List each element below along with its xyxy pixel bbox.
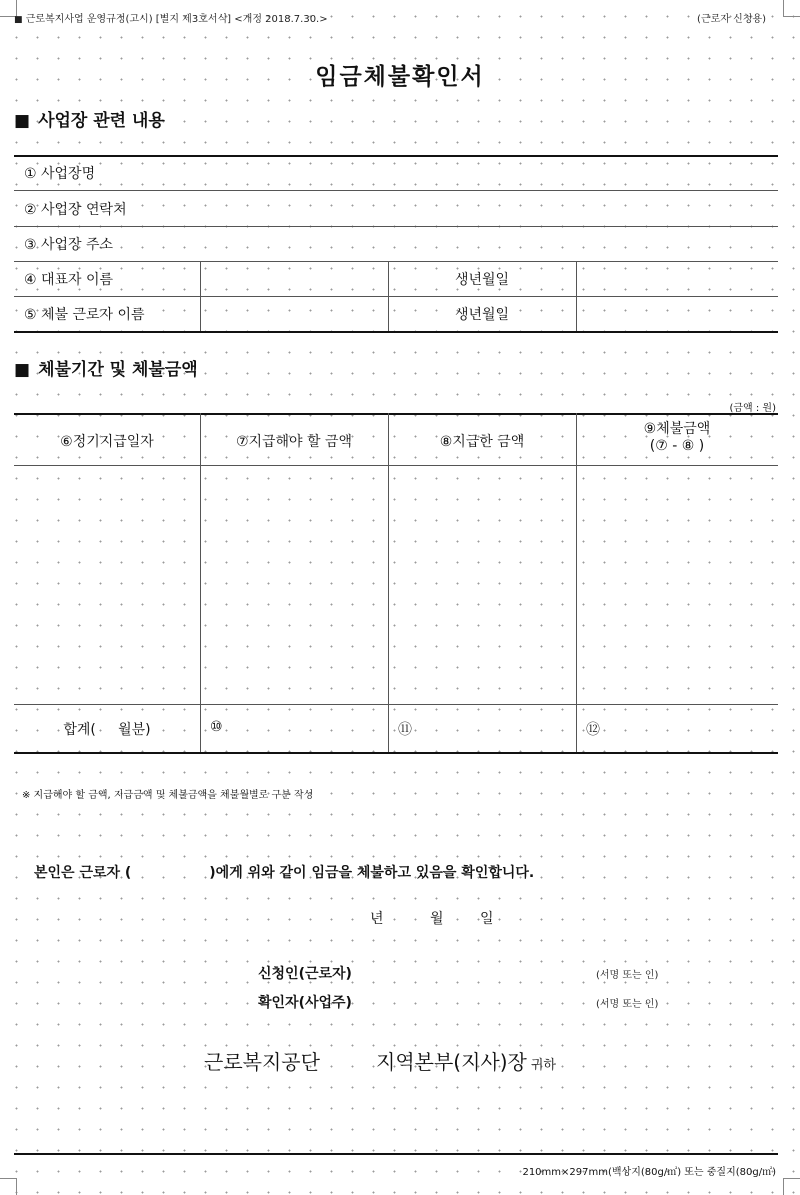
table2-header-divider bbox=[14, 465, 778, 466]
date-year-label: 년 bbox=[370, 911, 384, 927]
addressee-branch bbox=[376, 1046, 556, 1075]
total-amount-paid-marker: ⑪ bbox=[398, 722, 412, 738]
table-note: ※ 지급해야 할 금액, 지급금액 및 체불금액을 체불월별로 구분 작성 bbox=[22, 790, 314, 801]
column-header-pay-date: ⑥정기지급일자 bbox=[60, 434, 154, 450]
section-workplace-title: 사업장 관련 내용 bbox=[38, 111, 165, 131]
column-header-arrears-label: ⑨체불금액 bbox=[643, 421, 711, 437]
total-row-label: 합계( 월분) bbox=[63, 722, 151, 738]
form-revision: <개정 2018.7.30.> bbox=[234, 14, 328, 25]
table2-col-divider bbox=[200, 413, 201, 752]
table1-bottom-border bbox=[14, 331, 778, 333]
total-amount-due-marker: ⑩ bbox=[210, 719, 223, 735]
table2-col-divider bbox=[576, 413, 577, 752]
section-workplace-heading bbox=[14, 106, 165, 131]
table2-bottom-border bbox=[14, 752, 778, 754]
field-label-workplace-contact: ② 사업장 연락처 bbox=[24, 202, 127, 218]
crop-mark-top-right bbox=[783, 0, 800, 17]
table1-row-divider bbox=[14, 190, 778, 191]
section-arrears-heading bbox=[14, 355, 198, 380]
table1-col-divider bbox=[576, 261, 577, 331]
square-bullet-icon: ■ bbox=[14, 15, 23, 25]
applicant-signature-note: (서명 또는 인) bbox=[596, 970, 659, 981]
applicant-type: (근로자 신청용) bbox=[697, 14, 766, 25]
total-arrears-marker: ⑫ bbox=[586, 722, 600, 738]
table1-row-divider bbox=[14, 296, 778, 297]
table2-top-border bbox=[14, 413, 778, 415]
table1-top-border bbox=[14, 155, 778, 157]
form-regulation-line bbox=[14, 10, 328, 25]
addressee-organization: 근로복지공단 bbox=[204, 1050, 320, 1074]
confirmer-signature-label: 확인자(사업주) bbox=[258, 995, 352, 1011]
column-header-amount-due: ⑦지급해야 할 금액 bbox=[235, 434, 353, 450]
table1-row-divider bbox=[14, 226, 778, 227]
crop-mark-bottom-right bbox=[783, 1178, 800, 1195]
table1-col-divider bbox=[200, 261, 201, 331]
form-regulation: 근로복지사업 운영규정(고시) [별지 제3호서식] bbox=[25, 14, 232, 25]
addressee-suffix: 귀하 bbox=[530, 1058, 556, 1073]
confirmer-signature-note: (서명 또는 인) bbox=[596, 999, 659, 1010]
table1-row-divider bbox=[14, 261, 778, 262]
date-month-label: 월 bbox=[430, 911, 444, 927]
confirmation-statement: 본인은 근로자 ( )에게 위와 같이 임금을 체불하고 있음을 확인합니다. bbox=[34, 865, 535, 881]
field-label-worker-name: ⑤ 체불 근로자 이름 bbox=[24, 307, 145, 323]
page-title: 임금체불확인서 bbox=[315, 64, 485, 90]
crop-mark-bottom-left bbox=[0, 1178, 17, 1195]
amount-unit: (금액 : 원) bbox=[729, 403, 776, 414]
field-label-worker-birth: 생년월일 bbox=[454, 307, 510, 323]
field-label-representative-name: ④ 대표자 이름 bbox=[24, 272, 114, 288]
paper-spec: 210mm×297mm(백상지(80g/㎡) 또는 중질지(80g/㎡) bbox=[522, 1167, 776, 1178]
date-day-label: 일 bbox=[480, 911, 494, 927]
column-header-amount-paid: ⑧지급한 금액 bbox=[439, 434, 525, 450]
column-header-arrears-formula: (⑦ - ⑧ ) bbox=[649, 438, 705, 454]
field-label-representative-birth: 생년월일 bbox=[454, 272, 510, 288]
field-label-workplace-name: ① 사업장명 bbox=[24, 166, 96, 182]
column-header-arrears bbox=[576, 421, 778, 455]
applicant-signature-label: 신청인(근로자) bbox=[258, 966, 352, 982]
table2-col-divider bbox=[388, 413, 389, 752]
table2-total-divider bbox=[14, 704, 778, 705]
square-bullet-icon: ■ bbox=[14, 111, 31, 131]
addressee-branch-name: 지역본부(지사)장 bbox=[376, 1050, 527, 1074]
section-arrears-title: 체불기간 및 체불금액 bbox=[38, 360, 198, 380]
footer-border bbox=[14, 1153, 778, 1155]
square-bullet-icon: ■ bbox=[14, 360, 31, 380]
field-label-workplace-address: ③ 사업장 주소 bbox=[24, 237, 114, 253]
